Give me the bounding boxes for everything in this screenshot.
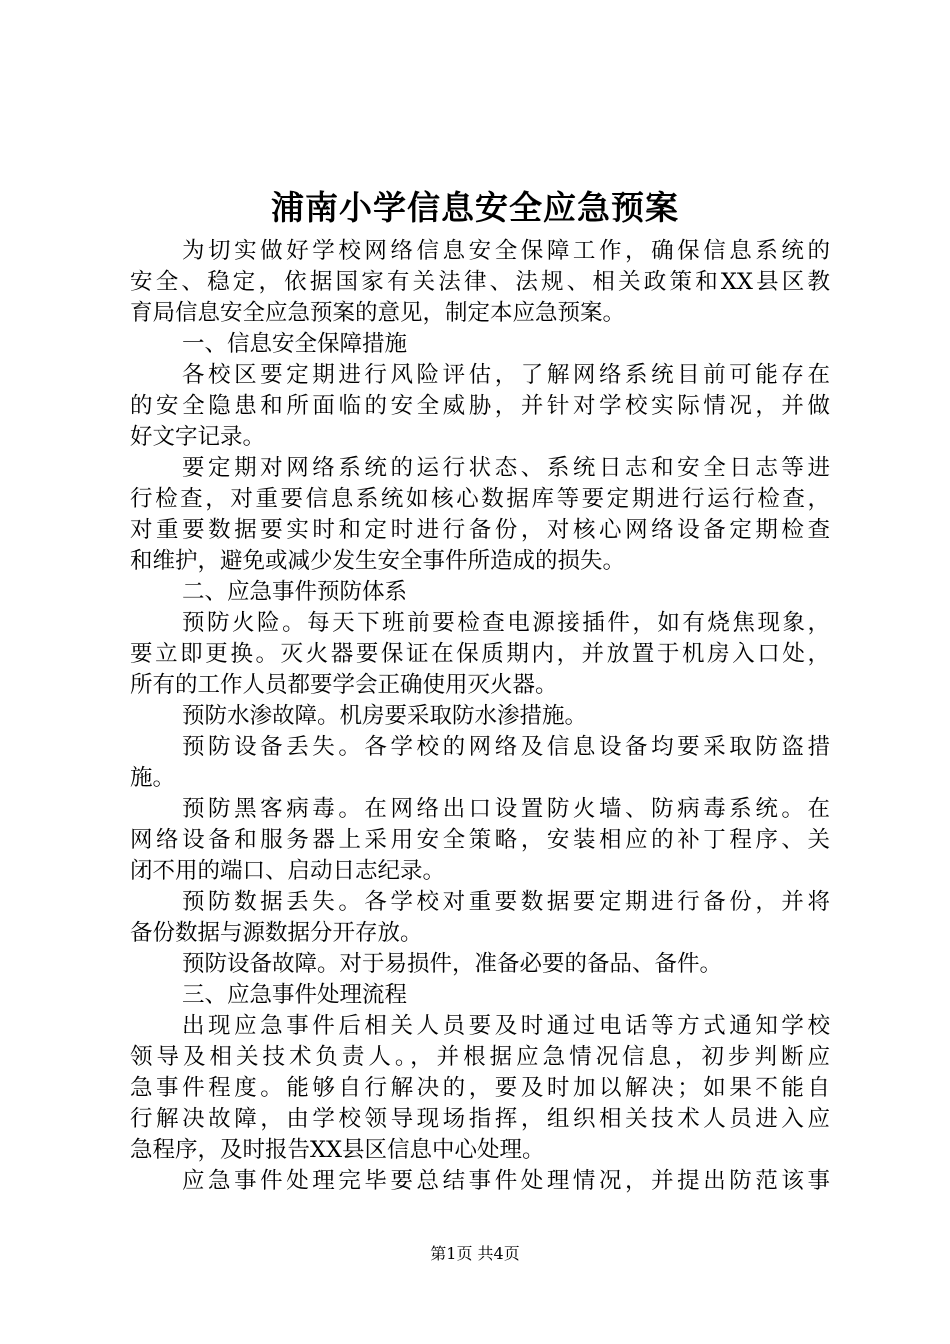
paragraph-line: 领导及相关技术负责人。，并根据应急情况信息，初步判断应 <box>130 1044 830 1070</box>
paragraph-line: 备份数据与源数据分开存放。 <box>130 920 423 946</box>
paragraph-line: 急事件程度。能够自行解决的，要及时加以解决；如果不能自 <box>130 1075 830 1101</box>
paragraph-line: 对重要数据要实时和定时进行备份，对核心网络设备定期检查 <box>130 517 830 543</box>
paragraph-line: 安全、稳定，依据国家有关法律、法规、相关政策和XX县区教 <box>130 269 830 295</box>
paragraph-line: 要立即更换。灭火器要保证在保质期内，并放置于机房入口处， <box>130 641 830 667</box>
paragraph-line: 急程序，及时报告XX县区信息中心处理。 <box>130 1137 545 1163</box>
paragraph-line: 行解决故障，由学校领导现场指挥，组织相关技术人员进入应 <box>130 1106 830 1132</box>
section-heading: 一、信息安全保障措施 <box>182 331 408 357</box>
paragraph-line: 预防黑客病毒。在网络出口设置防火墙、防病毒系统。在 <box>182 796 830 822</box>
paragraph-line: 行检查，对重要信息系统如核心数据库等要定期进行运行检查， <box>130 486 830 512</box>
page-footer: 第1页 共4页 <box>430 1244 520 1263</box>
paragraph-line: 预防设备丢失。各学校的网络及信息设备均要采取防盗措 <box>182 734 830 760</box>
paragraph-line: 预防数据丢失。各学校对重要数据要定期进行备份，并将 <box>182 889 830 915</box>
paragraph-line: 预防设备故障。对于易损件，准备必要的备品、备件。 <box>182 951 723 977</box>
paragraph-line: 为切实做好学校网络信息安全保障工作，确保信息系统的 <box>182 238 830 264</box>
paragraph-line: 网络设备和服务器上采用安全策略，安装相应的补丁程序、关 <box>130 827 830 853</box>
paragraph-line: 和维护，避免或减少发生安全事件所造成的损失。 <box>130 548 626 574</box>
paragraph-line: 的安全隐患和所面临的安全威胁，并针对学校实际情况，并做 <box>130 393 830 419</box>
paragraph-line: 育局信息安全应急预案的意见，制定本应急预案。 <box>130 300 626 326</box>
section-heading: 三、应急事件处理流程 <box>182 982 408 1008</box>
document-body <box>130 236 830 1197</box>
paragraph-line: 要定期对网络系统的运行状态、系统日志和安全日志等进 <box>182 455 830 481</box>
document-title: 浦南小学信息安全应急预案 <box>271 188 679 227</box>
paragraph-line: 施。 <box>130 765 176 791</box>
paragraph-line: 预防火险。每天下班前要检查电源接插件，如有烧焦现象， <box>182 610 830 636</box>
paragraph-line: 各校区要定期进行风险评估，了解网络系统目前可能存在 <box>182 362 830 388</box>
section-heading: 二、应急事件预防体系 <box>182 579 408 605</box>
paragraph-line: 所有的工作人员都要学会正确使用灭火器。 <box>130 672 558 698</box>
paragraph-line: 闭不用的端口、启动日志纪录。 <box>130 858 446 884</box>
paragraph-line: 应急事件处理完毕要总结事件处理情况，并提出防范该事 <box>182 1168 830 1194</box>
paragraph-line: 预防水渗故障。机房要采取防水渗措施。 <box>182 703 588 729</box>
paragraph-line: 出现应急事件后相关人员要及时通过电话等方式通知学校 <box>182 1013 830 1039</box>
paragraph-line: 好文字记录。 <box>130 424 266 450</box>
